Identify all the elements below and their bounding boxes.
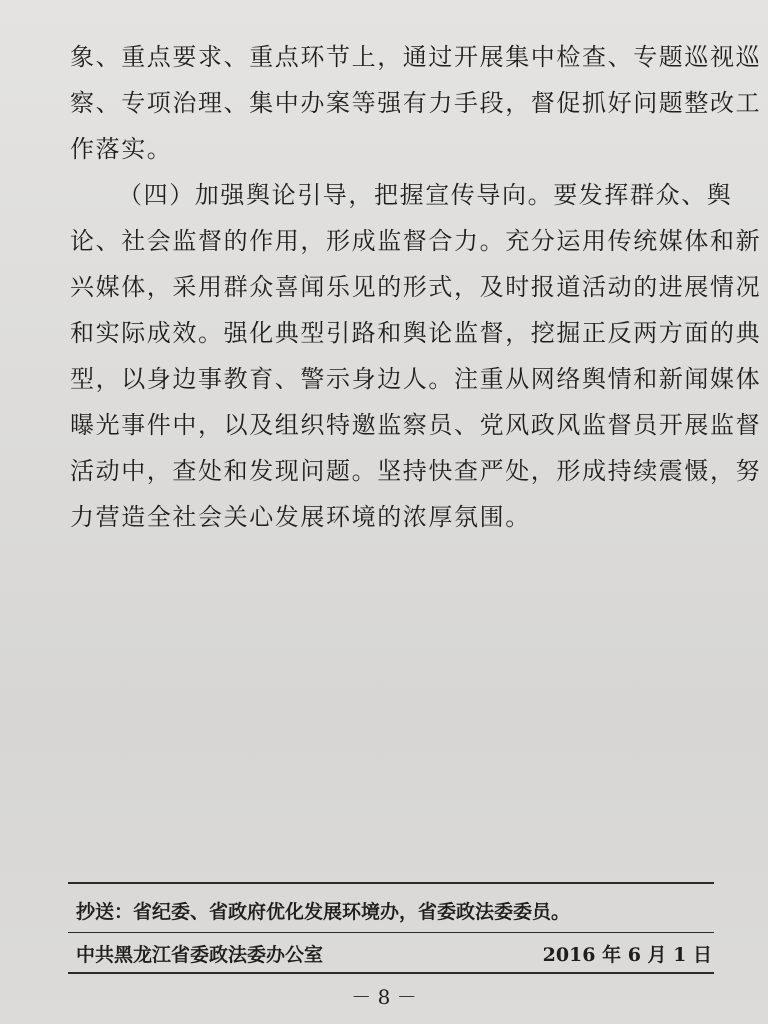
page-number: － 8 － bbox=[351, 985, 417, 1009]
body-line: 兴媒体，采用群众喜闻乐见的形式，及时报道活动的进展情况 bbox=[70, 273, 762, 301]
body-line: 力营造全社会关心发展环境的浓厚氛围。 bbox=[70, 503, 531, 531]
section-heading-line: （四）加强舆论引导，把握宣传导向。要发挥群众、舆 bbox=[118, 181, 733, 209]
body-line: 型，以身边事教育、警示身边人。注重从网络舆情和新闻媒体 bbox=[70, 365, 762, 393]
body-line: 活动中，查处和发现问题。坚持快查严处，形成持续震慑，努 bbox=[70, 457, 762, 485]
body-line: 象、重点要求、重点环节上，通过开展集中检查、专题巡视巡 bbox=[70, 43, 762, 71]
body-line: 作落实。 bbox=[70, 135, 173, 163]
footer-rule-top bbox=[68, 882, 714, 884]
body-line: 论、社会监督的作用，形成监督合力。充分运用传统媒体和新 bbox=[70, 227, 762, 255]
body-line: 和实际成效。强化典型引路和舆论监督，挖掘正反两方面的典 bbox=[70, 319, 762, 347]
issue-date: 2016 年 6 月 1 日 bbox=[542, 944, 712, 966]
cc-recipients: 抄送：省纪委、省政府优化发展环境办，省委政法委委员。 bbox=[76, 901, 571, 923]
footer-rule-bottom bbox=[68, 972, 714, 974]
body-line: 曝光事件中，以及组织特邀监察员、党风政风监督员开展监督 bbox=[70, 411, 762, 439]
issuing-office: 中共黑龙江省委政法委办公室 bbox=[76, 944, 324, 966]
footer-rule-middle bbox=[68, 932, 714, 933]
body-line: 察、专项治理、集中办案等强有力手段，督促抓好问题整改工 bbox=[70, 89, 762, 117]
